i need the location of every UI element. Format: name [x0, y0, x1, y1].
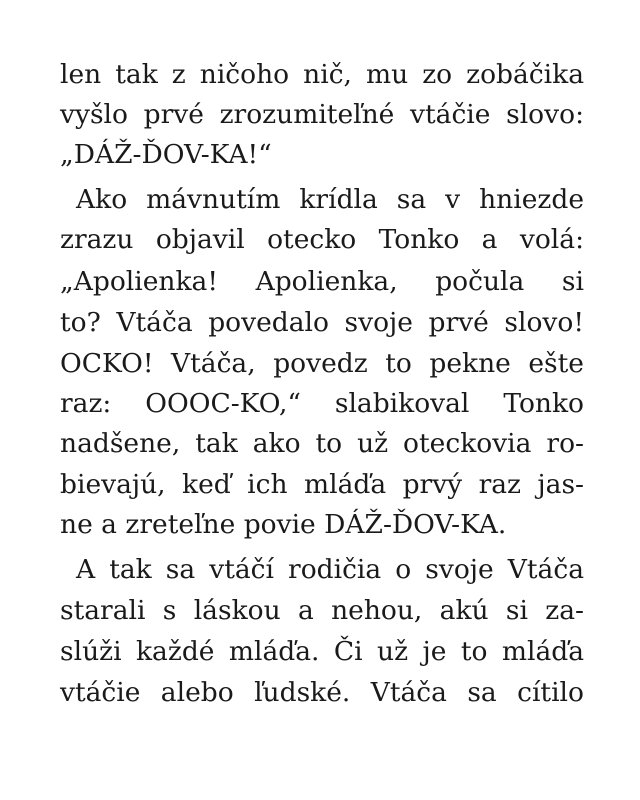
text-line: to? Vtáča povedalo svoje prvé slovo! — [60, 307, 584, 338]
paragraph-first-line: Ako mávnutím krídla sa v hniezde — [76, 184, 584, 215]
text-line: „DÁŽ-ĎOV-KA!“ — [60, 139, 272, 170]
text-line: zrazu objavil otecko Tonko a volá: — [60, 224, 584, 255]
text-line: ne a zreteľne povie DÁŽ-ĎOV-KA. — [60, 509, 507, 540]
text-line: nadšene, tak ako to už oteckovia ro- — [60, 428, 584, 459]
text-line: OCKO! Vtáča, povedz to pekne ešte — [60, 348, 584, 379]
text-line: vyšlo prvé zrozumiteľné vtáčie slovo: — [60, 99, 584, 130]
text-line: len tak z ničoho nič, mu zo zobáčika — [60, 59, 584, 90]
text-line: vtáčie alebo ľudské. Vtáča sa cítilo — [60, 677, 584, 708]
paragraph-first-line: A tak sa vtáčí rodičia o svoje Vtáča — [76, 554, 584, 585]
text-line: raz: OOOC-KO,“ slabikoval Tonko — [60, 388, 584, 419]
text-line: „Apolienka! Apolienka, počula si — [60, 266, 584, 297]
text-line: bievajú, keď ich mláďa prvý raz jas- — [60, 469, 584, 500]
text-line: slúži každé mláďa. Či už je to mláďa — [60, 636, 584, 667]
text-line: starali s láskou a nehou, akú si za- — [60, 595, 584, 626]
